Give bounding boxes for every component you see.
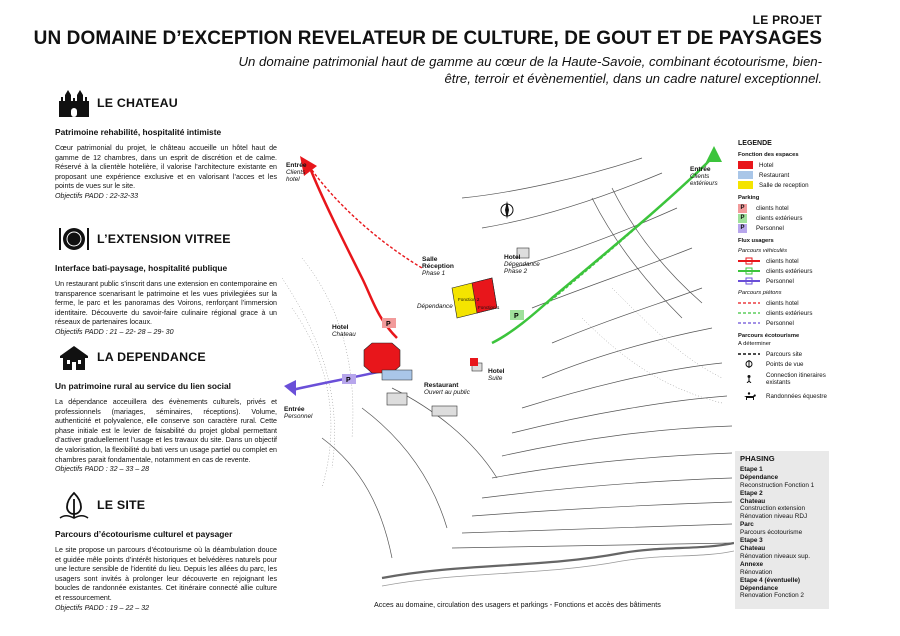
legend-item: Hotel: [738, 160, 834, 170]
header-eyebrow: LE PROJET: [752, 13, 822, 27]
legend-vehicules-heading: Parcours véhiculés: [738, 248, 787, 254]
label-dependance: Dépendance: [417, 303, 453, 310]
suite-footprint: [470, 358, 478, 366]
section-subtitle: Patrimoine rehabilité, hospitalité intimiste: [55, 127, 222, 137]
svg-text:P: P: [346, 377, 351, 384]
phasing-line: Rénovation niveau RDJ: [740, 513, 808, 521]
section-body: Cœur patrimonial du projet, le château accueille un hôtel haut de gamme de 12 chambres, dans un esprit de discrétion et de calme. Réservé à la clientèle hotelière, il valorise l’architecture existante en proposant une expérience exclusive et en valorisant l’acces et les points de vues sur le site.: [55, 144, 277, 191]
phasing-line: Parcours écotourisme: [740, 529, 803, 537]
map-caption: Acces au domaine, circulation des usagers et parkings - Fonctions et accès des bâtiments: [374, 600, 661, 609]
legend-item: P Personnel: [738, 223, 834, 233]
phasing-line: Construction extension: [740, 505, 806, 513]
section-body: La dépendance acceuillera des évènements culturels, privés et professionnels (mariages, séminaires, réceptions). Volume, authenticité et polyvalence, elle conserve son caractère rural. Cette phase initiale est le levier de faisabilité du projet global permettant d’activer graduellement l’usage et les travaux du site. Dans un objectif de valorisation, la flexibilité du bati vers un usage partiel ou complet en chambres parait fondamentale, notamment en cas de revente.: [55, 398, 278, 464]
phasing-line: Etape 2: [740, 489, 763, 497]
legend-item: clients extérieurs: [738, 266, 834, 276]
legend-item: Salle de reception: [738, 180, 834, 190]
river: [382, 543, 734, 578]
tree-icon: [55, 490, 93, 520]
hiker-icon: [738, 375, 760, 383]
legend-item: P clients hotel: [738, 203, 834, 213]
label-entree-personnel: Entrée Personnel: [284, 406, 313, 420]
plate-cutlery-icon: [55, 224, 93, 254]
label-fonction2: Fonction 2: [458, 297, 480, 302]
section-objectifs: Objectifs PADD : 22-32-33: [55, 191, 139, 200]
site-plan-map: [282, 138, 734, 598]
phasing-line: Dépendance: [740, 584, 779, 592]
viewpoint-icon: [738, 360, 760, 368]
legend-eco-sub: A déterminer: [738, 341, 771, 347]
legend-item: Personnel: [738, 276, 834, 286]
label-hotel-suite: Hotel Suite: [488, 368, 505, 382]
section-subtitle: Interface bati-paysage, hospitalité publique: [55, 263, 228, 273]
section-body: Le site propose un parcours d’écotourisme où la déambulation douce et guidée mêle points d’intérêt historiques et belvédères naturels pour une lecture sensible de l’identité du lieu. Depuis les allées du parc, les usagers sont invités à prolonger leur découverte en rejoignant les boucles de randonnée existantes. Cet itinéraire connecté allie culture et ressourcement.: [55, 546, 277, 602]
phasing-line: Annexe: [740, 560, 764, 568]
section-dependance: [55, 342, 277, 490]
label-hotel-dependance: Hotel Dépendance Phase 2: [504, 254, 540, 275]
legend-item: Points de vue: [738, 359, 834, 369]
label-entree-clients-hotel: Entrée Clients hotel: [286, 162, 307, 183]
chateau-hotel-footprint: [364, 343, 400, 373]
entry-flag-personnel: [284, 380, 296, 396]
phasing-title: PHASING: [740, 454, 775, 463]
horse-rider-icon: [738, 392, 760, 400]
section-site: [55, 490, 277, 613]
legend-flux-heading: Flux usagers: [738, 238, 774, 244]
phasing-line: Rénovation niveaux sup.: [740, 552, 810, 560]
phasing-line: Chateau: [740, 544, 766, 552]
phasing-line: Reconstruction Fonction 1: [740, 481, 815, 489]
section-extension: [55, 224, 277, 342]
castle-icon: [55, 88, 93, 118]
phasing-line: Etape 4 (éventuelle): [740, 576, 801, 584]
section-title: L’EXTENSION VITREE: [97, 232, 231, 246]
page-title: UN DOMAINE D’EXCEPTION REVELATEUR DE CULTURE, DE GOUT ET DE PAYSAGES: [33, 28, 822, 49]
section-objectifs: Objectifs PADD : 21 – 22- 28 – 29- 30: [55, 327, 174, 336]
legend-item: Connection itineraires existants: [738, 369, 834, 389]
site-plan-drawing: [282, 138, 734, 598]
path-pedestrian-hotel: [312, 170, 422, 268]
legend-item: Restaurant: [738, 170, 834, 180]
section-title: LE CHATEAU: [97, 96, 178, 110]
section-objectifs: Objectifs PADD : 32 – 33 – 28: [55, 465, 150, 474]
legend-fonction-heading: Fonction des espaces: [738, 152, 799, 158]
map-legend: [738, 140, 834, 403]
section-body: Un restaurant public s’inscrit dans une extension en contemporaine en transparence scenarisant le patrimoine et les vues privilegiées sur la ferme, le parc et les panoramas des Voirons, renforçant l’immersion identitaire. Découverte du savoir-faire culinaire régional grace à un réseaux de partenaires locaux.: [55, 280, 277, 327]
phasing-lines: [740, 466, 824, 600]
legend-item: clients extérieurs: [766, 309, 813, 317]
section-chateau: [55, 88, 277, 224]
section-subtitle: Un patrimoine rural au service du lien social: [55, 381, 231, 391]
legend-eco-heading: Parcours écotourisme: [738, 333, 800, 339]
section-objectifs: Objectifs PADD : 19 – 22 – 32: [55, 603, 150, 612]
phasing-line: Dépendance: [740, 473, 779, 481]
label-salle-reception: Salle Réception Phase 1: [422, 256, 454, 277]
legend-parking-heading: Parking: [738, 195, 760, 201]
sections-column: [55, 88, 277, 613]
phasing-line: Etape 1: [740, 465, 763, 473]
river-bank: [382, 551, 734, 586]
dashed-path-icon: [738, 350, 760, 358]
page-subtitle: Un domaine patrimonial haut de gamme au cœur de la Haute-Savoie, combinant écotourisme, bien-être, terroir et évènementiel, dans un cadre naturel exceptionnel.: [238, 54, 822, 86]
label-entree-clients-exterieurs: Entrée Clients extérieurs: [690, 166, 718, 187]
legend-item: Parcours site: [738, 349, 834, 359]
section-title: LE SITE: [97, 498, 146, 512]
legend-item: Personnel: [766, 319, 794, 327]
legend-pietons-heading: Parcours piétons: [738, 290, 782, 296]
phasing-line: Renovation Fonction 2: [740, 592, 804, 600]
label-fonction1: Fonction 1: [478, 305, 500, 310]
legend-item: P clients extérieurs: [738, 213, 834, 223]
restaurant-extension-footprint: [382, 370, 412, 380]
legend-title: LEGENDE: [738, 140, 772, 147]
section-title: LA DEPENDANCE: [97, 350, 206, 364]
entry-flag-exterieurs: [706, 146, 722, 162]
phasing-box: [735, 451, 829, 609]
label-restaurant: Restaurant Ouvert au public: [424, 382, 470, 396]
phasing-line: Etape 3: [740, 537, 763, 545]
svg-text:P: P: [514, 313, 519, 320]
phasing-line: Parc: [740, 521, 754, 529]
section-subtitle: Parcours d’écotourisme culturel et paysager: [55, 529, 233, 539]
label-hotel-chateau: Hotel Chateau: [332, 324, 356, 338]
phasing-line: Rénovation: [740, 568, 773, 576]
legend-item: Randonnées équestre: [738, 389, 834, 403]
legend-item: clients hotel: [766, 299, 799, 307]
legend-item: clients hotel: [738, 256, 834, 266]
phasing-line: Chateau: [740, 497, 766, 505]
route-clients-hotel: [310, 168, 397, 338]
house-icon: [55, 342, 93, 372]
svg-text:P: P: [386, 321, 391, 328]
